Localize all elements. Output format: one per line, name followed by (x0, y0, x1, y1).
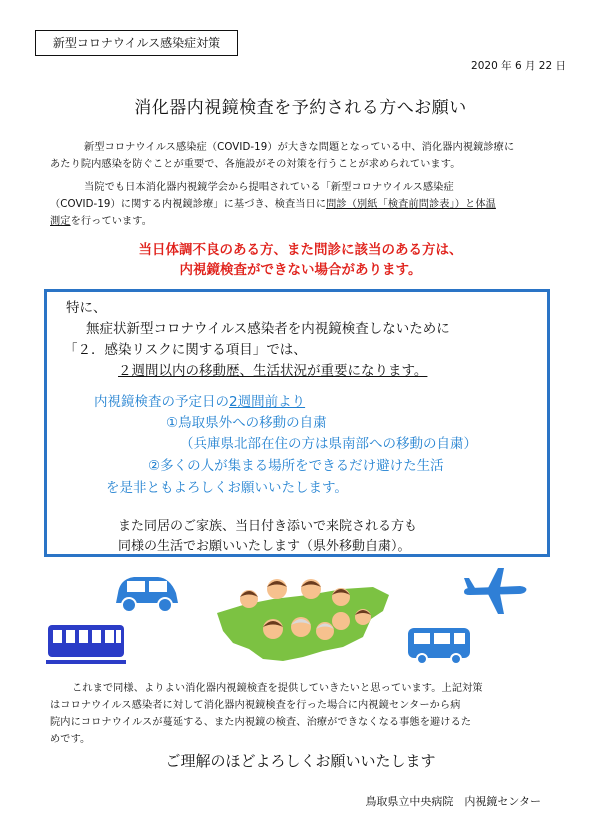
airplane-icon (462, 566, 528, 616)
box-blue-line-1a: 内視鏡検査の予定日の (94, 394, 229, 410)
tottori-map-family-illustration (213, 577, 393, 667)
intro-line-1: 新型コロナウイルス感染症（COVID-19）が大きな問題となっている中、消化器内視鏡診療に (84, 142, 515, 153)
box-blue-line-2: ①鳥取県外への移動の自粛 (166, 415, 327, 431)
warning-line-2: 内視鏡検査ができない場合があります。 (179, 262, 422, 278)
box-family-line-1: また同居のご家族、当日付き添いで来院される方も (118, 519, 418, 534)
box-blue-line-3: （兵庫県北部在住の方は県南部への移動の自粛） (180, 436, 477, 452)
header-tag: 新型コロナウイルス感染症対策 (35, 30, 238, 56)
box-line-2: 無症状新型コロナウイルス感染者を内視鏡検査しないために (86, 321, 450, 337)
intro-line-3: 当院でも日本消化器内視鏡学会から提唱されている「新型コロナウイルス感染症 (84, 182, 454, 193)
car-icon (112, 571, 182, 615)
outro-line-1: これまで同様、よりよい消化器内視鏡検査を提供していきたいと思っています。上記対策 (72, 683, 483, 694)
intro-line-5a: 測定 (50, 216, 71, 227)
box-family-line-2: 同様の生活でお願いいたします（県外移動自粛）。 (118, 539, 411, 554)
signature: 鳥取県立中央病院 内視鏡センター (365, 795, 541, 808)
closing-message: ご理解のほどよろしくお願いいたします (165, 752, 436, 770)
intro-line-2: あたり院内感染を防ぐことが重要で、各施設がその対策を行うことが求められています。 (50, 159, 461, 170)
box-line-1: 特に、 (66, 300, 107, 316)
bus-icon (46, 623, 126, 665)
box-line-3: 「２．感染リスクに関する項目」では、 (64, 342, 307, 358)
bus-icon (406, 626, 472, 666)
box-line-4: ２週間以内の移動歴、生活状況が重要になります。 (118, 363, 428, 379)
date: 2020 年 6 月 22 日 (471, 60, 566, 72)
intro-line-4 (50, 196, 496, 213)
outro-line-4: めです。 (50, 734, 91, 745)
intro-line-4b: 問診（別紙「検査前問診表」）と体温 (326, 199, 496, 210)
box-blue-line-4: ②多くの人が集まる場所をできるだけ避けた生活 (148, 458, 444, 474)
intro-line-4a: （COVID-19）に関する内視鏡診療」に基づき、検査当日に (50, 199, 327, 210)
outro-line-2: はコロナウイルス感染者に対して消化器内視鏡検査を行った場合に内視鏡センターから病 (50, 700, 461, 711)
box-blue-line-1b: 2週間前より (229, 394, 306, 410)
box-blue-line-5: を是非ともよろしくお願いいたします。 (106, 480, 348, 496)
outro-line-3: 院内にコロナウイルスが蔓延する、また内視鏡の検査、治療ができなくなる事態を避けるた (50, 717, 472, 728)
intro-line-5b: を行っています。 (70, 216, 153, 227)
intro-line-5 (50, 213, 152, 230)
box-blue-line-1 (94, 392, 305, 412)
page-title: 消化器内視鏡検査を予約される方へお願い (134, 98, 467, 118)
warning-line-1: 当日体調不良のある方、また問診に該当のある方は、 (138, 242, 463, 258)
